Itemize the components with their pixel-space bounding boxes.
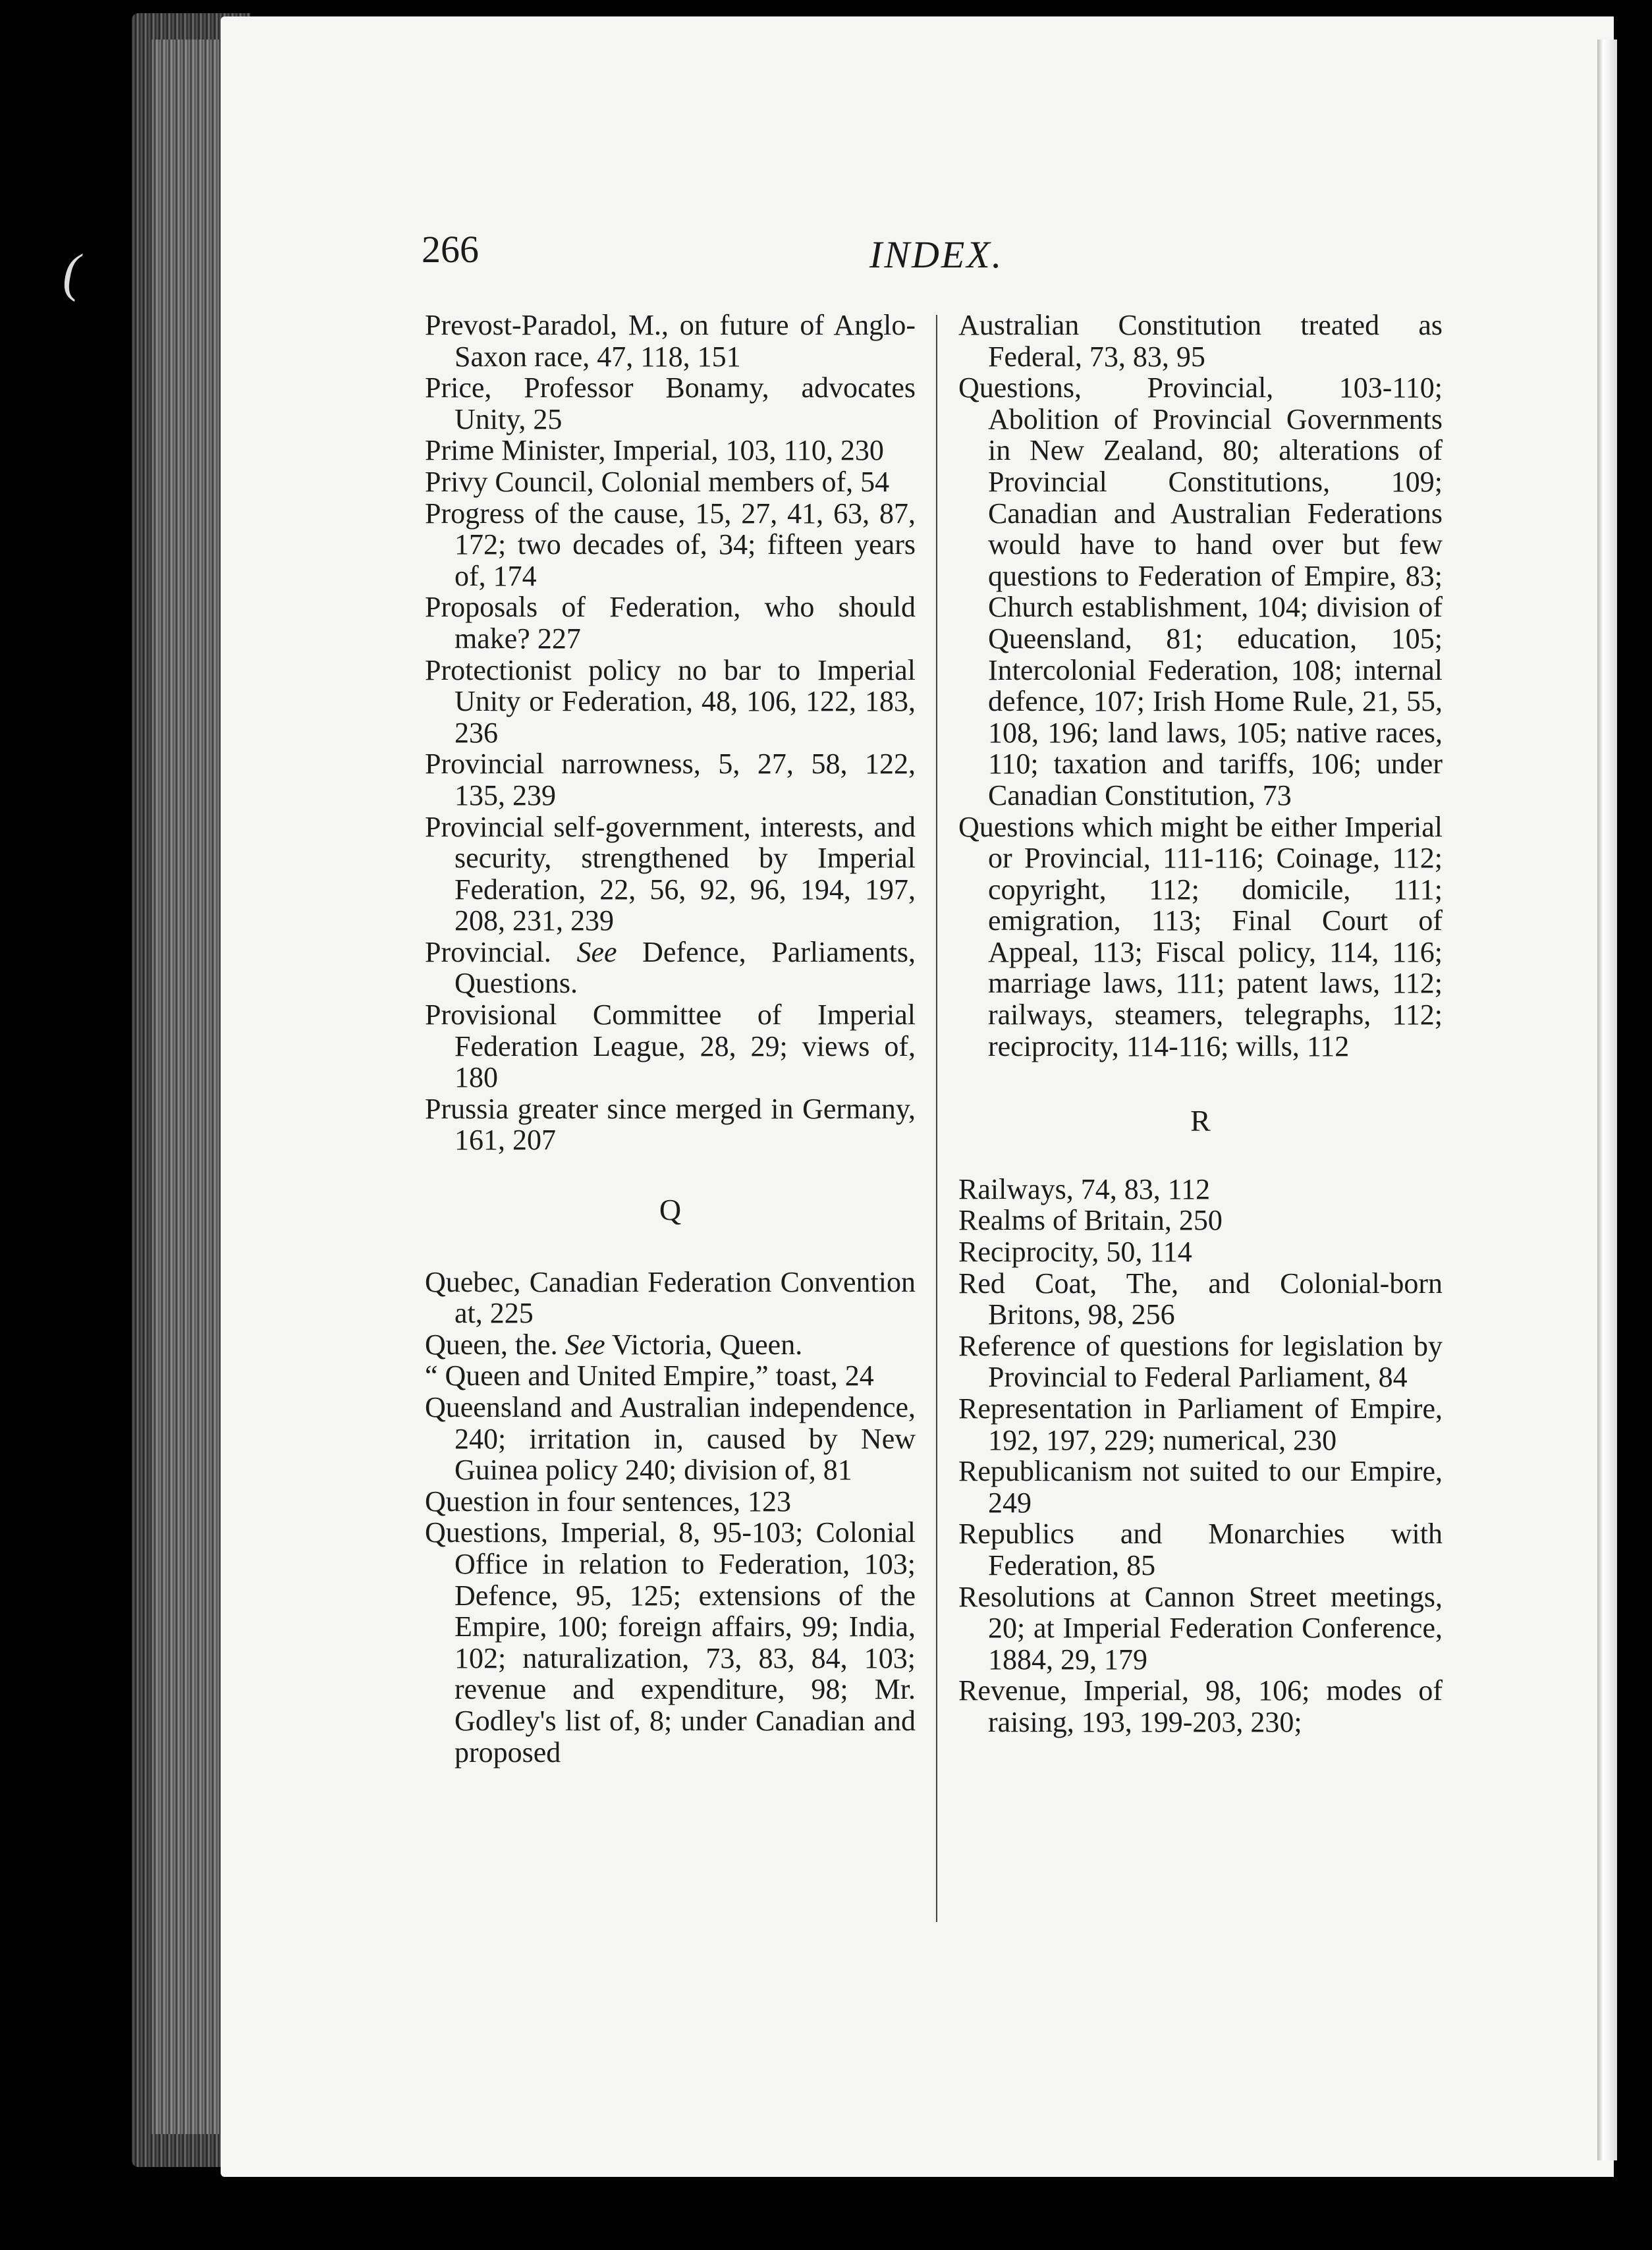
index-entry: Quebec, Canadian Federation Convention at, 225 xyxy=(425,1265,916,1330)
index-entry: Question in four sentences, 123 xyxy=(425,1485,791,1518)
index-entry: Railways, 74, 83, 112 xyxy=(958,1172,1211,1205)
index-entry: Realms of Britain, 250 xyxy=(958,1204,1223,1237)
background-strip xyxy=(1617,0,1652,2250)
index-entry: Resolutions at Cannon Street meetings, 20; at Imperial Federation Conference, 1884, 29, 179 xyxy=(958,1580,1443,1676)
facing-page-edge xyxy=(1597,40,1617,2160)
index-entry: Representation in Parliament of Empire, 192, 197, 229; numerical, 230 xyxy=(958,1392,1443,1456)
index-entry: Proposals of Federation, who should make? 227 xyxy=(425,591,916,655)
running-title: INDEX. xyxy=(869,233,1004,276)
index-entry: Reciprocity, 50, 114 xyxy=(958,1236,1192,1269)
index-entry: Republicanism not suited to our Empire, 249 xyxy=(958,1455,1443,1519)
index-entry: Queen, the. See Victoria, Queen. xyxy=(425,1328,803,1361)
index-entry: Price, Professor Bonamy, advocates Unity, 25 xyxy=(425,371,916,435)
index-entry: Prussia greater since merged in Germany, 161, 207 xyxy=(425,1092,916,1157)
right-column xyxy=(958,310,1443,1738)
index-entry: Australian Constitution treated as Federal, 73, 83, 95 xyxy=(958,309,1443,373)
page-number: 266 xyxy=(422,228,479,271)
margin-mark: ( xyxy=(63,244,80,302)
left-entries-bottom xyxy=(425,1267,916,1769)
index-entry: Privy Council, Colonial members of, 54 xyxy=(425,465,890,498)
index-entry: Reference of questions for legislation by Provincial to Federal Parliament, 84 xyxy=(958,1329,1443,1394)
index-entry: Provincial narrowness, 5, 27, 58, 122, 135, 239 xyxy=(425,748,916,811)
index-entry: Prevost-Paradol, M., on future of Anglo-Saxon race, 47, 118, 151 xyxy=(425,309,916,373)
index-entry: Questions, Imperial, 8, 95-103; Colonial Office in relation to Federation, 103; Defence, 95, 125; extensions of the Empire, 100; foreign affairs, 99; India, 102; naturalization, 73, 83, 84, 103; revenue and expenditure, 98; Mr. Godley's list of, 8; under Canadian and proposed xyxy=(425,1516,916,1769)
index-entry: Questions which might be either Imperial or Provincial, 111-116; Coinage, 112; copyright, 112; domicile, 111; emigration, 113; Final Court of Appeal, 113; Fiscal policy, 114, 116; marriage laws, 111; patent laws, 112; railways, steamers, telegraphs, 112; reciprocity, 114-116; wills, 112 xyxy=(958,810,1443,1062)
index-entry: Prime Minister, Imperial, 103, 110, 230 xyxy=(425,434,884,467)
index-entry: Progress of the cause, 15, 27, 41, 63, 87, 172; two decades of, 34; fifteen years of, 174 xyxy=(425,497,916,592)
index-entry: Provincial self-government, interests, and security, strengthened by Imperial Federation, 22, 56, 92, 96, 194, 197, 208, 231, 239 xyxy=(425,810,916,937)
left-entries-top xyxy=(425,310,916,1156)
index-entry: Questions, Provincial, 103-110; Abolition of Provincial Governments in New Zealand, 80; alterations of Provincial Constitutions, 109; Canadian and Australian Federations would have to hand over but few questions to Federation of Empire, 83; Church establishment, 104; division of Queensland, 81; education, 105; Intercolonial Federation, 108; internal defence, 107; Irish Home Rule, 21, 55, 108, 196; land laws, 105; native races, 110; taxation and tariffs, 106; under Canadian Constitution, 73 xyxy=(958,371,1443,811)
index-entry: Provincial. See Defence, Parliaments, Questions. xyxy=(425,935,916,1000)
index-entry: Protectionist policy no bar to Imperial Unity or Federation, 48, 106, 122, 183, 236 xyxy=(425,653,916,749)
right-entries-bottom xyxy=(958,1174,1443,1738)
right-entries-top xyxy=(958,310,1443,1062)
index-entry: Queensland and Australian independence, 240; irritation in, caused by New Guinea policy 240; division of, 81 xyxy=(425,1391,916,1487)
section-letter-r: R xyxy=(1190,1104,1211,1138)
index-entry: Red Coat, The, and Colonial-born Britons, 98, 256 xyxy=(958,1267,1443,1331)
index-entry: Revenue, Imperial, 98, 106; modes of raising, 193, 199-203, 230; xyxy=(958,1674,1443,1738)
section-letter-q: Q xyxy=(659,1193,682,1227)
page-header xyxy=(422,227,1449,280)
left-column xyxy=(425,310,916,1768)
index-entry: Provisional Committee of Imperial Federation League, 28, 29; views of, 180 xyxy=(425,999,916,1094)
index-entry: Republics and Monarchies with Federation, 85 xyxy=(958,1518,1443,1581)
index-entry: “ Queen and United Empire,” toast, 24 xyxy=(425,1359,874,1392)
column-divider xyxy=(936,315,937,1922)
